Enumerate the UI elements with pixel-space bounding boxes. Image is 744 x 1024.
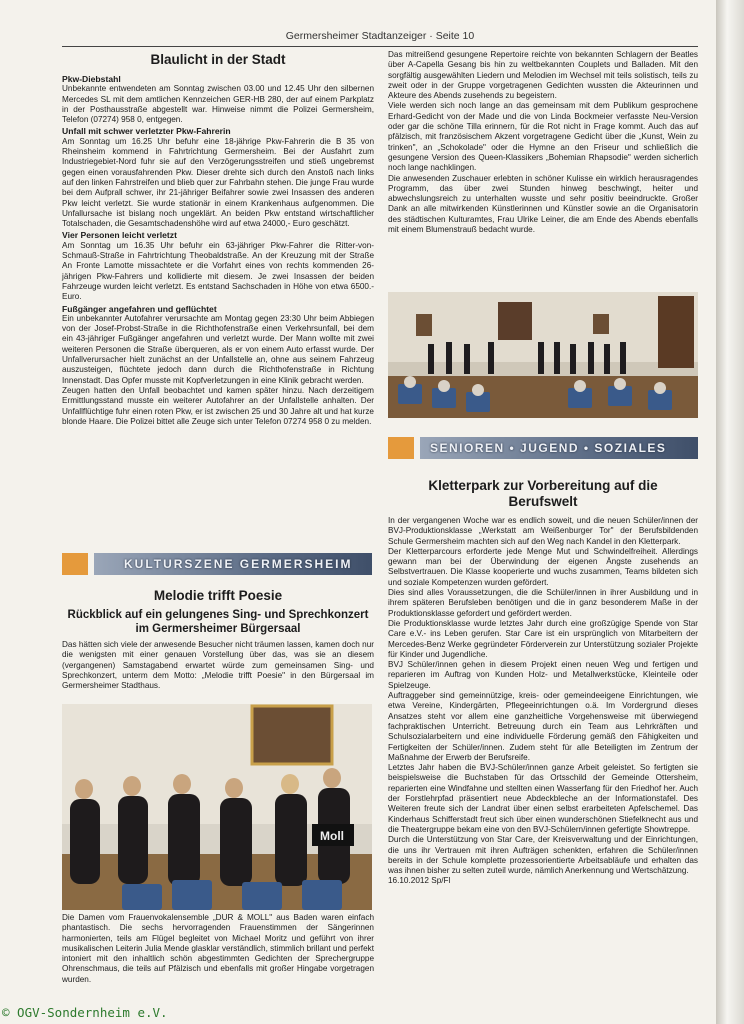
photo-sign-text: Moll: [320, 829, 344, 843]
section-heading: Fußgänger angefahren und geflüchtet: [62, 303, 217, 314]
article-paragraph: Letztes Jahr haben die BVJ-Schüler/innen ganze Arbeit geleistet. So fertigten sie beispielsweise die Buchstaben für das Ortsschild der Gemeinde Ottersheim, reparierten eine Windfahne und stellten einen Wasserfang für den Friedhof her. Auch der Forstlehrpfad präsentiert neue Abdeckbleche an der Informationstafel. Des Weiteren freute sich der Landrat über einen selbst erarbeiteten Apfelschemel. Das Kinderhaus Schifferstadt freut sich über einen wunderschönen Stiefelknecht aus und die Theatergruppe bekam eine von den BVJ-Schülern/innen gefertigte Showtreppe.: [388, 763, 698, 834]
kletterpark-title: Kletterpark zur Vorbereitung auf die Berufswelt: [428, 478, 658, 509]
section-heading: Pkw-Diebstahl: [62, 74, 121, 84]
caption-text: Die Damen vom Frauenvokalensemble „DUR & MOLL" aus Baden waren einfach phantastisch. Die sechs hervorragenden Frauenstimmen der Sängerinnen harmonierten, teils am Flügel begleitet von Michael Moritz und geführt von ihrer musikalischen Leiterin Julia Mende glasklar verständlich, stimmlich brillant und perfekt intoniert mit den inhaltlich schön abgestimmten Gedichten der Sprechergruppe Ohrenschmaus, die teils auf Pfälzisch und ebenfalls mit großer Hingabe vorgetragen wurden.: [62, 913, 374, 984]
article-paragraph: Der Kletterparcours erforderte jede Menge Mut und Schwindelfreiheit. Allerdings gewann man bei der Überwindung der eigenen Ängste zusehends an Selbstvertrauen. Die Klasse kooperierte und wuchs zusammen, Teams bildeten sich und soziale Kompetenzen wurden gefördert.: [388, 546, 698, 587]
audience-photo: [388, 292, 698, 418]
copyright-watermark: © OGV-Sondernheim e.V.: [2, 1005, 168, 1020]
page-header: Germersheimer Stadtanzeiger · Seite 10: [62, 30, 698, 47]
section-text: Am Sonntag um 16.35 Uhr befuhr ein 63-jähriger Pkw-Fahrer die Ritter-von-Schmauß-Straße in Fahrtrichtung Theobaldstraße. An der Kreuzung mit der Straße An Fronte Lamotte missachtete er die Vorfahrt eines von rechts kommenden 26-jährigen Pkw-Fahrers und kollidierte mit diesem. Je zwei Insassen der beiden Fahrzeuge wurden leicht verletzt. Es entstand Sachschaden in Höhe von etwa 6500.- Euro.: [62, 240, 374, 302]
section-text: Am Sonntag um 16.25 Uhr befuhr eine 18-jährige Pkw-Fahrerin die B 35 von Rheinsheim kommend in Fahrtrichtung Germersheim. Bei der Ausfahrt zum Industriegebiet-Nord fuhr sie auf den Verzögerungsstreifen und stieß ungebremst gegen einen vorausfahrenden Pkw. Dieser drehte sich durch den Anstoß nach links auf den linken Fahrstreifen und blieb quer zur Fahrbahn stehen. Die junge Frau wurde bei dem Aufprall schwer, ihr 21-jähriger Beifahrer sowie zwei Insassen des anderen Pkw leicht verletzt. Sie wurde stationär in einem Krankenhaus aufgenommen. Die Unfallursache ist bislang noch ungeklärt. An beiden Pkw entstand wirtschaftlicher Totalschaden, die Gesamtschadenshöhe wird auf etwa 24000,- Euro geschätzt.: [62, 136, 374, 229]
section-text: Zeugen hatten den Unfall beobachtet und kamen später hinzu. Nach derzeitigem Ermittlungsstand musste ein weiterer Autofahrer an der Unfallstelle anhalten. Der Unfallflüchtige fuhr einen roten Pkw, er ist zwischen 25 und 30 Jahre alt und hat kurze blonde Haare. Die Polizei bittet alle Zeuge sich unter Telefon 07274 958 0 zu melden.: [62, 385, 374, 426]
blaulicht-title: Blaulicht in der Stadt: [150, 52, 286, 67]
orange-square-marker: [62, 553, 88, 575]
kulturszene-section-bar: [62, 553, 372, 575]
kletterpark-article: [388, 476, 698, 1006]
continuation-paragraph: Das mitreißend gesungene Repertoire reichte von bekannten Schlagern der Beatles über A-Capella Gesang bis hin zu weltbekannten Couplets und Balladen. Mit den sorgfältig ausgewählten Liedern und Melodien im Wechsel mit teils solistisch, teils zu zweit oder in der Gruppe vorgetragenen Gedichten wussten die Akteurinnen und Akteure des Abends zusehends zu begeistern.: [388, 50, 698, 101]
section-heading: Unfall mit schwer verletzter Pkw-Fahrerin: [62, 126, 231, 137]
section-text: Unbekannte entwendeten am Sonntag zwischen 03.00 und 12.45 Uhr den silbernen Mercedes SL mit dem amtlichen Kennzeichen GER-HB 280, der auf einem Parkplatz in der Posthausstraße abgestellt war. Hinweise nimmt die Polizei Germersheim, Telefon (07274) 958 0, entgegen.: [62, 84, 374, 125]
continuation-paragraph: Die anwesenden Zuschauer erlebten in schöner Kulisse ein wirklich herausragendes Programm, das über zwei Stunden hinweg beschwingt, heiter und abwechslungsreich zu unterhalten wusste und sehr positiv beeindruckte. Großer Dank an alle mitwirkenden Künstlerinnen und Künstler sowie an die Organisatorin des städtischen Kulturamtes, Frau Ulrike Leiner, die am Ende des Abends ebenfalls mit einem Blumenstrauß bedacht wurde.: [388, 173, 698, 235]
senioren-section-label: SENIOREN • JUGEND • SOZIALES: [420, 437, 698, 459]
date-signature: 16.10.2012 Sp/Fl: [388, 876, 451, 886]
orange-square-marker: [388, 437, 414, 459]
blaulicht-article: [62, 50, 374, 540]
section-text: Ein unbekannter Autofahrer verursachte am Montag gegen 23:30 Uhr beim Abbiegen von der Josef-Probst-Straße in die Richthofenstraße einen Verkehrsunfall, bei dem ein 43-jähriger Fußgänger angefahren und verletzt wurde. Der Mann wollte mit zwei weiteren Personen die Straße überqueren, als er von einem Auto erfasst wurde. Der Unfallverursacher hielt zunächst an der Unfallstelle an, ohne aus seinem Fahrzeug auszusteigen, flüchtete jedoch dann durch die Richthofenstraße in Richtung Innenstadt. Das Opfer musste mit Kopfverletzungen in eine Klinik gebracht werden.: [62, 313, 374, 385]
melodie-article: [62, 586, 374, 704]
concert-photo: [62, 704, 372, 910]
melodie-intro: Das hätten sich viele der anwesende Besucher nicht träumen lassen, kamen doch nur die wenigsten mit einer genauen Vorstellung über das, was sie an diesem (vergangenen) Samstagabend erwartet würde zum gemeinsamen Sing- und Sprechkonzert, unterm dem Motto: „Melodie trifft Poesie" in den Bürgersaal im Germersheimer Stadthaus.: [62, 640, 374, 691]
adjacent-page-edge: [716, 0, 744, 1024]
kulturszene-section-label: KULTURSZENE GERMERSHEIM: [94, 553, 372, 575]
article-paragraph: Die Produktionsklasse wurde letztes Jahr durch eine großzügige Spende von Star Care e.V.- ins Leben gerufen. Star Care ist ein ursprünglich von Mitarbeitern der Mercedes-Benz Werke gegründeter Förderverein zur Unterstützung sozialer Projekte für Kinder und Jugendliche.: [388, 618, 698, 659]
section-heading: Vier Personen leicht verletzt: [62, 230, 177, 241]
melodie-subtitle: Rückblick auf ein gelungenes Sing- und Sprechkonzert im Germersheimer Bürgersaal: [67, 609, 369, 635]
article-paragraph: Dies sind alles Voraussetzungen, die die Schüler/innen in ihrer Ausbildung und in ihrem späteren Berufsleben benötigen und die in ganz besonderem Maße in der Produktionsklasse gefordert und gefördert werden.: [388, 588, 698, 618]
article-paragraph: BVJ Schüler/innen gehen in diesem Projekt einen neuen Weg und fertigen und reparieren im Auftrag von Kunden Holz- und Metallwerkstücke, Kleinteile oder Spielzeuge.: [388, 660, 698, 690]
melodie-title: Melodie trifft Poesie: [153, 588, 283, 603]
concert-caption: [62, 913, 374, 1005]
melodie-continuation: [388, 50, 698, 290]
article-paragraph: Durch die Unterstützung von Star Care, der Kreisverwaltung und der Einrichtungen, die uns ihr Vertrauen mit ihren Aufträgen schenkten, erfahren die Schüler/innen bereits in der Schule komplette prozessorientierte Arbeitsabläufe und erhalten das was ihnen bisher zu selten zuteil wurde, nämlich Anerkennung und Wertschätzung.: [388, 835, 698, 876]
article-paragraph: Auftraggeber sind gemeinnützige, kreis- oder gemeindeeigene Einrichtungen, wie etwa Vereine, Kindergärten, Pflegeeinrichtungen o.ä. Im Vordergrund dieses Ansatzes steht vor allem eine ganzheitliche Vorgehensweise mit überwiegend fachpraktischen Unterricht. Betreuung durch ein Team aus Lehrkräften und Schulsozialarbeitern und eine individuelle Förderung gemäß den Fähigkeiten und Fertigkeiten der Schüler/innen. Zudem steht für alle Beteiligten im Zentrum der Maßnahme der Erwerb der Berufsreife.: [388, 691, 698, 762]
continuation-paragraph: Viele werden sich noch lange an das gemeinsam mit dem Publikum gesprochene Erhard-Gedicht von der Made und die von Linda Bockmeier verfasste Neu-Version oder gar die schöne Tilla erinnern, für die Rot nicht in Frage kommt. Auch das auf pfälzisch, mit französischem Akzent vorgetragene Gedicht über die „Kunst, Wein zu trinken", an „Schokolade" oder die Hymne an den Friseur und schließlich die gesungene Version des Queen-Klassikers „Bohemian Rhapsodie" werden sicherlich noch lange nachklingen.: [388, 101, 698, 173]
article-paragraph: In der vergangenen Woche war es endlich soweit, und die neuen Schüler/innen der BVJ-Produktionsklasse „Werkstatt am Weißenburger Tor" der Berufsbildenden Schule Germersheim machten sich auf den Weg nach Kandel in den Kletterpark.: [388, 516, 698, 546]
senioren-section-bar: [388, 437, 698, 459]
